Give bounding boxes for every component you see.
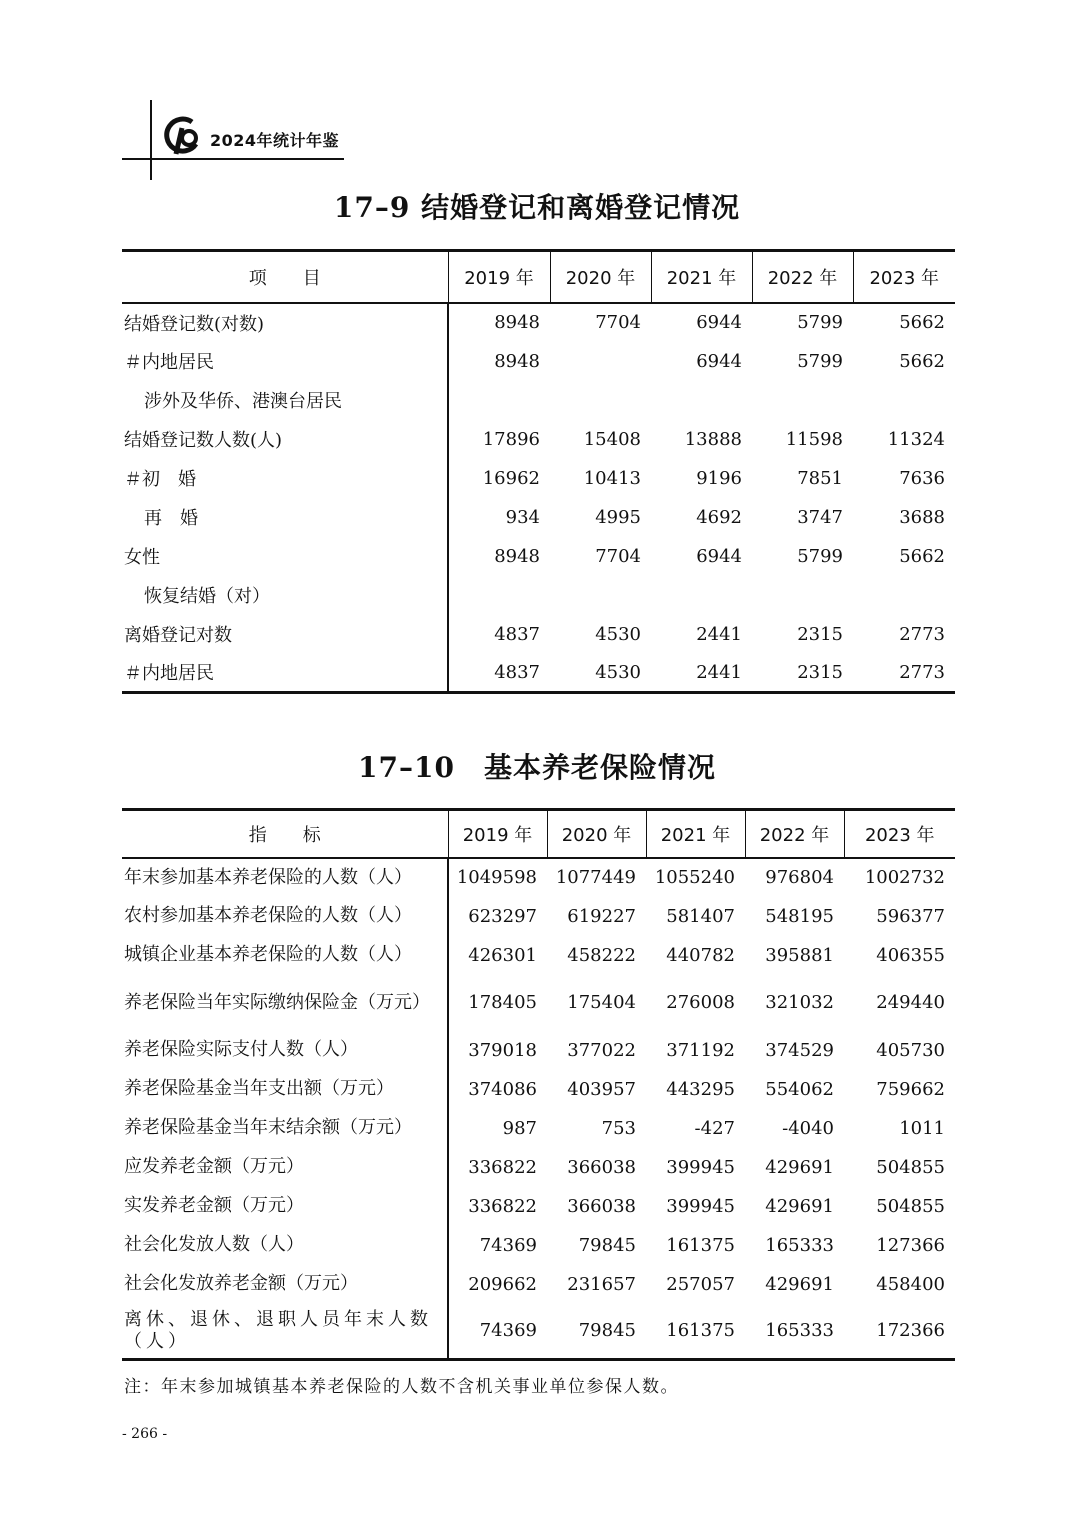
cell-value: 976804	[765, 867, 834, 888]
cell-value	[550, 342, 651, 381]
cell-value	[651, 381, 752, 420]
table-row	[122, 1226, 955, 1265]
cell-value: 79845	[578, 1320, 636, 1342]
row-label: 农村参加基本养老保险的人数（人）	[122, 897, 448, 936]
cell-value: 1055240	[654, 867, 735, 888]
cell-value: 5662	[899, 350, 945, 372]
cell-value	[853, 381, 955, 420]
cell-value: 403957	[567, 1078, 636, 1100]
column-header-year: 2020 年	[547, 810, 646, 858]
cell-value: 399945	[666, 1156, 735, 1178]
cell-value: 6944	[696, 312, 742, 333]
cell-value: 987	[502, 1117, 537, 1139]
cell-value: 336822	[468, 1195, 537, 1217]
cell-value: 11324	[887, 428, 945, 450]
cell-value: 8948	[494, 350, 540, 372]
cell-value	[448, 576, 550, 615]
cell-value: 6944	[696, 545, 742, 567]
table2-title: 17–10 基本养老保险情况	[358, 751, 716, 784]
cell-value: 623297	[468, 905, 537, 927]
cell-value: 753	[601, 1117, 636, 1139]
cell-value: 458222	[567, 944, 636, 966]
cell-value: 79845	[578, 1234, 636, 1256]
cell-value: 10413	[583, 467, 641, 489]
cell-value: 175404	[567, 992, 636, 1013]
cell-value: 4995	[595, 506, 641, 528]
cell-value: 321032	[765, 992, 834, 1013]
cell-value: 504855	[876, 1195, 945, 1217]
crop-mark-horizontal	[122, 158, 344, 160]
cell-value: 336822	[468, 1156, 537, 1178]
marriage-divorce-table	[122, 249, 955, 694]
cell-value: 581407	[666, 905, 735, 927]
cell-value: 548195	[765, 905, 834, 927]
cell-value: 5662	[899, 312, 945, 333]
column-header-year: 2022 年	[752, 251, 853, 303]
column-header-year: 2023 年	[853, 251, 955, 303]
cell-value: 596377	[876, 905, 945, 927]
cell-value	[752, 576, 853, 615]
row-label: ＃初 婚	[122, 459, 448, 498]
table-row	[122, 1148, 955, 1187]
table1-title: 17–9 结婚登记和离婚登记情况	[333, 191, 741, 224]
cell-value: 4530	[595, 623, 641, 645]
cell-value: 366038	[567, 1195, 636, 1217]
cell-value: 2773	[899, 623, 945, 645]
cell-value: 8948	[494, 545, 540, 567]
column-header-year: 2019 年	[448, 251, 550, 303]
cell-value: 231657	[567, 1273, 636, 1295]
cell-value: 8948	[494, 312, 540, 333]
cell-value: 399945	[666, 1195, 735, 1217]
cell-value: 127366	[876, 1234, 945, 1256]
cell-value: 379018	[468, 1039, 537, 1061]
yearbook-logo-icon	[162, 114, 206, 158]
row-label: 结婚登记数(对数)	[122, 303, 448, 342]
column-header-year: 2019 年	[448, 810, 547, 858]
cell-value: 426301	[468, 944, 537, 966]
table-row	[122, 537, 955, 576]
cell-value	[752, 381, 853, 420]
row-label: 养老保险基金当年支出额（万元）	[122, 1070, 448, 1109]
cell-value: 2773	[899, 661, 945, 683]
cell-value: 1049598	[456, 867, 537, 888]
cell-value: 276008	[666, 992, 735, 1013]
cell-value	[853, 576, 955, 615]
cell-value	[651, 576, 752, 615]
cell-value: 3747	[797, 506, 843, 528]
cell-value: 7636	[899, 467, 945, 489]
cell-value: 429691	[765, 1156, 834, 1178]
cell-value: 5799	[797, 312, 843, 333]
cell-value: 178405	[468, 992, 537, 1013]
cell-value: 4837	[494, 623, 540, 645]
cell-value: 443295	[666, 1078, 735, 1100]
cell-value: 4692	[696, 506, 742, 528]
cell-value: 2315	[797, 623, 843, 645]
cell-value: 2315	[797, 661, 843, 683]
row-label: 应发养老金额（万元）	[122, 1148, 448, 1187]
cell-value: 504855	[876, 1156, 945, 1178]
column-header-year: 2021 年	[651, 251, 752, 303]
cell-value: 429691	[765, 1273, 834, 1295]
cell-value: 395881	[765, 944, 834, 966]
cell-value	[550, 381, 651, 420]
cell-value: 4530	[595, 661, 641, 683]
cell-value: 11598	[785, 428, 843, 450]
column-header-year: 2020 年	[550, 251, 651, 303]
cell-value: 15408	[583, 428, 641, 450]
cell-value: 165333	[765, 1234, 834, 1256]
table-row	[122, 1031, 955, 1070]
table-row	[122, 303, 955, 342]
cell-value: 5662	[899, 545, 945, 567]
row-label: 社会化发放人数（人）	[122, 1226, 448, 1265]
table-row	[122, 342, 955, 381]
cell-value: 371192	[666, 1039, 735, 1061]
cell-value: 1011	[899, 1117, 945, 1139]
table-row	[122, 381, 955, 420]
cell-value: 405730	[876, 1039, 945, 1061]
cell-value: 366038	[567, 1156, 636, 1178]
row-label: 养老保险基金当年末结余额（万元）	[122, 1109, 448, 1148]
cell-value: 5799	[797, 350, 843, 372]
cell-value: 257057	[666, 1273, 735, 1295]
column-header-year: 2022 年	[745, 810, 844, 858]
cell-value: 74369	[479, 1320, 537, 1342]
row-label: 恢复结婚（对）	[122, 576, 448, 615]
cell-value: 619227	[567, 905, 636, 927]
row-label: 养老保险实际支付人数（人）	[122, 1031, 448, 1070]
table-row	[122, 897, 955, 936]
row-label: 离婚登记对数	[122, 615, 448, 654]
row-label: 养老保险当年实际缴纳保险金（万元）	[122, 975, 448, 1031]
table-row	[122, 1109, 955, 1148]
table-row	[122, 936, 955, 975]
cell-value: 7704	[595, 545, 641, 567]
cell-value: 74369	[479, 1234, 537, 1256]
cell-value: 3688	[899, 506, 945, 528]
row-label: 再 婚	[122, 498, 448, 537]
cell-value: 6944	[696, 350, 742, 372]
row-label: 社会化发放养老金额（万元）	[122, 1265, 448, 1304]
yearbook-label: 2024年统计年鉴	[210, 131, 340, 150]
row-label: 实发养老金额（万元）	[122, 1187, 448, 1226]
table-row	[122, 975, 955, 1031]
cell-value: 7851	[797, 467, 843, 489]
cell-value: 161375	[666, 1234, 735, 1256]
page-number: - 266 -	[122, 1426, 168, 1442]
column-header-item: 项 目	[248, 267, 321, 289]
row-label: 离休、退休、退职人员年末人数（人）	[122, 1304, 448, 1360]
cell-value: 1002732	[864, 867, 945, 888]
cell-value: 374529	[765, 1039, 834, 1061]
cell-value	[448, 381, 550, 420]
cell-value	[550, 576, 651, 615]
table-row	[122, 498, 955, 537]
cell-value: 7704	[595, 312, 641, 333]
cell-value: 5799	[797, 545, 843, 567]
cell-value: 934	[505, 506, 540, 528]
table-row	[122, 459, 955, 498]
cell-value: 161375	[666, 1320, 735, 1342]
table-row	[122, 1265, 955, 1304]
cell-value: 172366	[876, 1320, 945, 1342]
cell-value: 2441	[696, 661, 742, 683]
cell-value: 13888	[684, 428, 742, 450]
cell-value: -427	[694, 1117, 735, 1139]
cell-value: 165333	[765, 1320, 834, 1342]
cell-value: 249440	[876, 992, 945, 1013]
row-label: ＃内地居民	[122, 342, 448, 381]
row-label: 结婚登记数人数(人)	[122, 420, 448, 459]
column-header-year: 2021 年	[646, 810, 745, 858]
table-row	[122, 858, 955, 897]
cell-value: 374086	[468, 1078, 537, 1100]
cell-value: 554062	[765, 1078, 834, 1100]
row-label: 涉外及华侨、港澳台居民	[122, 381, 448, 420]
cell-value: 1077449	[555, 867, 636, 888]
table-row	[122, 615, 955, 654]
cell-value: -4040	[782, 1117, 834, 1139]
cell-value: 4837	[494, 661, 540, 683]
cell-value: 759662	[876, 1078, 945, 1100]
crop-mark-vertical	[150, 100, 152, 180]
column-header-year: 2023 年	[844, 810, 955, 858]
cell-value: 209662	[468, 1273, 537, 1295]
cell-value: 458400	[876, 1273, 945, 1295]
table-row	[122, 1070, 955, 1109]
table-row	[122, 1304, 955, 1360]
table-row	[122, 1187, 955, 1226]
cell-value: 429691	[765, 1195, 834, 1217]
cell-value: 2441	[696, 623, 742, 645]
cell-value: 17896	[482, 428, 540, 450]
column-header-item: 指 标	[248, 824, 321, 846]
row-label: 女性	[122, 537, 448, 576]
table2-footnote: 注：年末参加城镇基本养老保险的人数不含机关事业单位参保人数。	[124, 1377, 679, 1397]
cell-value: 406355	[876, 944, 945, 966]
pension-insurance-table	[122, 808, 955, 1361]
table-row	[122, 654, 955, 693]
cell-value: 9196	[696, 467, 742, 489]
table-row	[122, 420, 955, 459]
row-label: 城镇企业基本养老保险的人数（人）	[122, 936, 448, 975]
cell-value: 440782	[666, 944, 735, 966]
row-label: 年末参加基本养老保险的人数（人）	[122, 858, 448, 897]
cell-value: 377022	[567, 1039, 636, 1061]
table-row	[122, 576, 955, 615]
cell-value: 16962	[482, 467, 540, 489]
row-label: ＃内地居民	[122, 654, 448, 693]
